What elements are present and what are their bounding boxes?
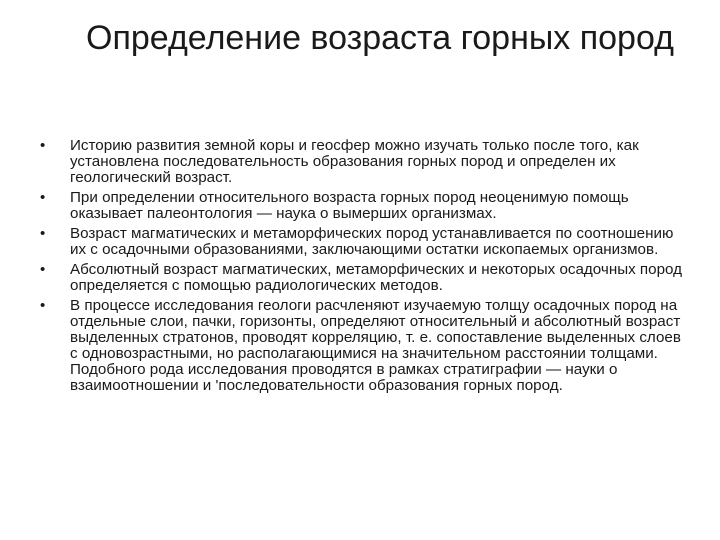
list-item xyxy=(40,262,690,294)
bullet-list xyxy=(40,138,690,398)
slide-title: Определение возраста горных пород xyxy=(86,19,674,57)
list-item xyxy=(40,190,690,222)
list-item xyxy=(40,138,690,186)
list-item xyxy=(40,298,690,394)
bullet-icon: • xyxy=(40,189,46,206)
bullet-icon: • xyxy=(40,137,46,154)
bullet-text: Историю развития земной коры и геосфер можно изучать только после того, как установлена последовательность образования горных пород и определен их геологический возраст. xyxy=(70,137,639,186)
list-item xyxy=(40,226,690,258)
bullet-icon: • xyxy=(40,225,46,242)
bullet-text: Возраст магматических и метаморфических пород устанавливается по соотношению их с осадочными образованиями, заключающими остатки ископаемых организмов. xyxy=(70,225,674,258)
bullet-icon: • xyxy=(40,261,46,278)
bullet-text: При определении относительного возраста горных пород неоценимую помощь оказывает палеонтология — наука о вымерших организмах. xyxy=(70,189,629,222)
bullet-text: В процессе исследования геологи расчленяют изучаемую толщу осадочных пород на отдельные слои, пачки, горизонты, определяют относительный и абсолютный возраст выделенных стратонов, проводят корреляцию, т. е. сопоставление выделенных слоев с одновозрастными, но располагающимися на значительном расстоянии толщами. Подобного рода исследования проводятся в рамках стратиграфии — науки о взаимоотношении и 'последовательности образования горных пород. xyxy=(70,297,681,394)
bullet-text: Абсолютный возраст магматических, метаморфических и некоторых осадочных пород определяется с помощью радиологических методов. xyxy=(70,261,683,294)
bullet-icon: • xyxy=(40,297,46,314)
